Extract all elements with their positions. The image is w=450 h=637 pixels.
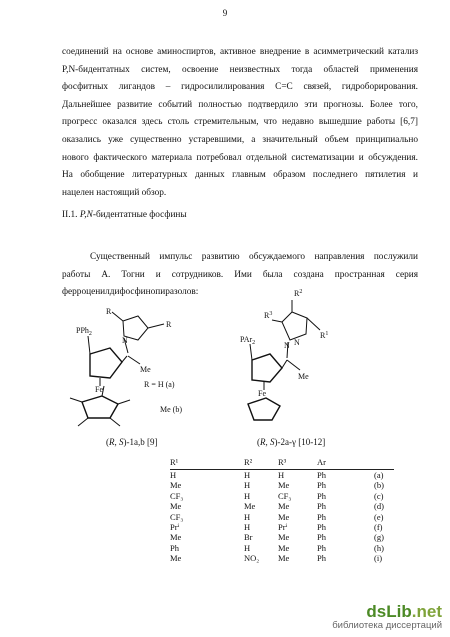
table-cell: Me [278,553,290,564]
s1-fe: Fe [95,385,103,394]
s2-r2: R [294,289,300,298]
section-heading-italic: P,N [79,210,93,220]
section-number: II.1. [62,210,80,220]
th-r3: R³ [278,456,287,467]
s2-par2: PAr [240,335,253,344]
table-cell: (h) [374,542,384,553]
table-row [170,522,394,532]
structure-2-diagram [232,282,352,432]
table-cell: (e) [374,511,384,522]
table-cell: Me [170,501,182,512]
intro-paragraph-line: фосфитных лигандов – гидросилилирования C=C связей, гидроборирования. [62,82,418,93]
s2-me: Me [298,372,309,381]
table-cell: H [244,470,251,480]
structure-2-svg [232,282,352,432]
s1-pph2-sub: 2 [88,331,92,337]
table-cell: Prⁱ [170,522,180,533]
s2-r3: R [264,311,270,320]
caption2-suffix: )-2a-γ [10-12] [274,437,326,447]
table-cell: Ph [317,511,326,522]
watermark-subtitle: библиотека диссертаций [332,620,442,631]
watermark [332,602,442,631]
svg-text:R2 [294,289,302,298]
table-cell: CF₃ [278,490,292,501]
caption1-prefix: ( [106,437,109,447]
table-cell: H [244,542,251,553]
table-cell: Ph [170,542,179,553]
table-cell: Me [170,480,182,491]
svg-text:PAr2 [240,335,255,346]
s1-n-label: N [122,336,128,345]
table-row [170,501,394,511]
table-cell: Ph [317,490,326,501]
table-cell: Me [278,480,290,491]
table-row [170,512,394,522]
th-label [374,455,394,470]
s1-r-left: R [106,307,112,316]
togni-paragraph-line: работы А. Тогни и сотрудников. Ими была создана пространная серия [62,269,418,280]
table-cell: Me [278,542,290,553]
table-cell: (d) [374,501,384,512]
svg-text:R3 [264,311,272,320]
table-cell: H [244,480,251,491]
togni-paragraph-line: Существенный импульс развитию обсуждаемого направления послужили [90,252,418,262]
caption1-suffix: )-1a,b [9] [123,437,158,447]
table-cell: CF₃ [170,490,184,501]
th-r1: R¹ [170,456,179,467]
table-cell: CF₃ [170,511,184,522]
table-row [170,532,394,542]
table-cell: Br [244,532,253,543]
th-ar: Ar [317,456,326,467]
table-row [170,543,394,553]
s2-n-label: N [284,341,290,350]
intro-paragraph-line: прогресс оказался здесь столь стремительным, что недавно вышедшие работы [6,7] [62,117,418,128]
table-cell: Prⁱ [278,522,288,533]
watermark-logo [332,602,442,622]
table-row [170,491,394,501]
table-cell: (i) [374,553,383,564]
s1-r-right: R [166,320,172,329]
section-heading-rest: -бидентатные фосфины [92,210,187,220]
intro-paragraph-line: нацелен настоящий обзор. [62,187,167,198]
table-header-row [170,455,394,470]
table-cell: Me [170,532,182,543]
s2-fe: Fe [258,389,266,398]
table-cell: H [244,511,251,522]
table-cell: Ph [317,480,326,491]
table-cell: (b) [374,480,384,491]
table-cell: Ph [317,501,326,512]
table-row [170,553,394,563]
table-cell: Me [244,501,256,512]
intro-paragraph-line: P,N-бидентатных систем, освоение неизвестных тогда областей применения [62,64,418,75]
intro-paragraph [62,44,418,202]
caption1-italic: R, S [109,437,124,447]
table-cell: Ph [317,553,326,564]
table-row [170,470,394,481]
table-cell: (a) [374,470,384,480]
intro-paragraph-line: соединений на основе аминоспиртов, активное внедрение в асимметрический катализ [62,47,418,57]
table-cell: Me [278,532,290,543]
s1-pph2: PPh [76,326,89,335]
page-number: 9 [222,8,228,18]
table-cell: H [170,470,177,480]
table-cell: Ph [317,532,326,543]
caption2-prefix: ( [257,437,260,447]
s2-r3-sup: 3 [269,311,273,317]
table-cell: Me [278,501,290,512]
s1-r-h-label: R = H (a) [144,380,175,389]
s1-me-b-label: Me (b) [160,405,182,414]
caption-structure-1 [106,437,157,447]
table-cell: Me [170,553,182,564]
table-cell: (g) [374,532,384,543]
togni-paragraph-line: ферроценилдифосфинопиразолов: [62,287,199,298]
intro-paragraph-line: На обобщение литературных данных главным образом последнего пятилетия и [62,170,418,181]
watermark-logo-main: dsLib [366,602,412,621]
s1-me: Me [140,365,151,374]
table-cell: H [244,490,251,501]
th-r2: R² [244,456,253,467]
svg-text:R1 [320,331,328,340]
table-cell: (f) [374,522,383,533]
intro-paragraph-line: нового фактического материала потребовал отдельной систематизации и обсуждения. [62,152,418,163]
intro-paragraph-line: оказались уже существенно устаревшими, а значительный объем принципиально [62,134,418,145]
table-cell: Me [278,511,290,522]
s2-r2-sup: 2 [299,289,303,295]
table-cell: Ph [317,470,326,480]
intro-paragraph-line: Дальнейшее развитие событий полностью подтвердило эти прогнозы. Более того, [62,99,418,110]
table-cell: Ph [317,522,326,533]
structure-1-diagram [60,306,230,431]
table-cell: H [278,470,285,480]
substituent-table [170,455,394,564]
s2-r1: R [320,331,326,340]
table-cell: (c) [374,490,384,501]
s2-n-label-2: N [294,338,300,347]
table-cell: Ph [317,542,326,553]
svg-text:PPh2 [76,326,92,337]
caption-structure-2 [257,437,325,447]
section-heading [62,210,187,220]
table-row [170,480,394,490]
s2-r1-sup: 1 [325,331,329,337]
structure-1-svg [60,306,230,431]
table-cell: H [244,522,251,533]
s2-par2-sub: 2 [252,340,256,346]
caption2-italic: R, S [260,437,275,447]
watermark-logo-tld: .net [411,602,442,621]
table-cell: NO₂ [244,553,260,564]
